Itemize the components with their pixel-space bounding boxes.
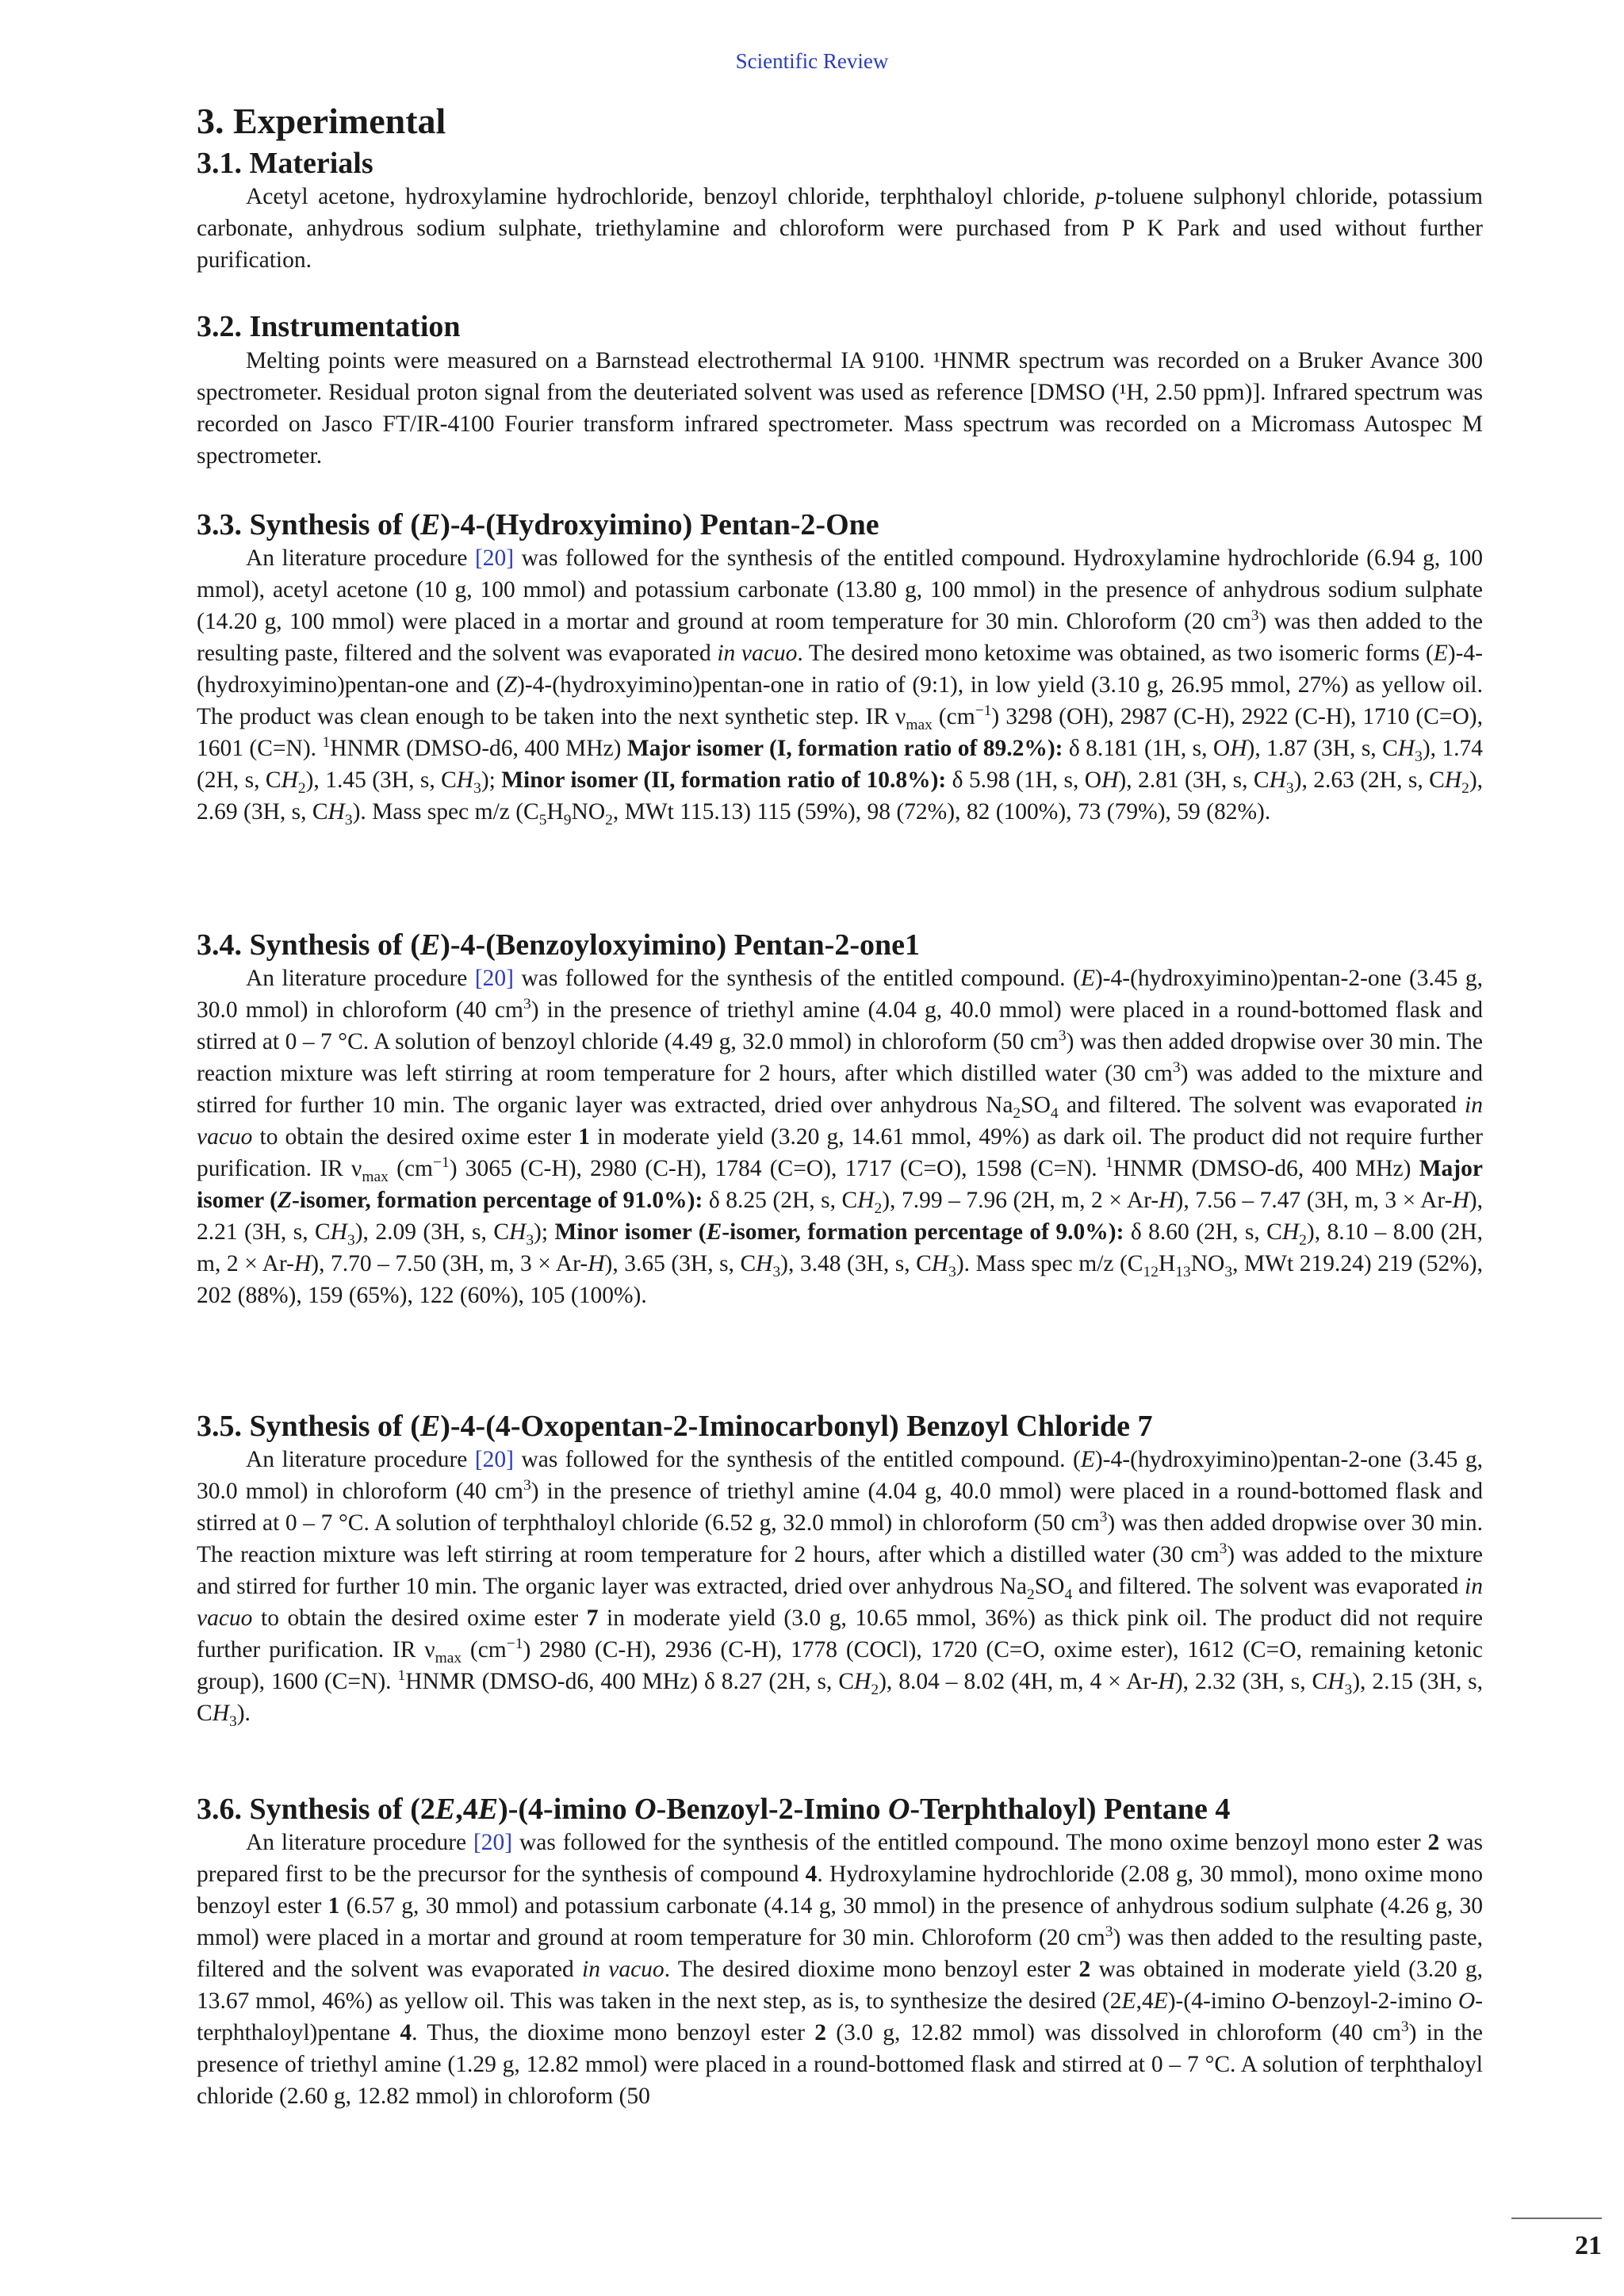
reference-link[interactable]: [20] (474, 1447, 514, 1472)
instrumentation-heading: 3.2. Instrumentation (197, 310, 461, 343)
synthesis-1-paragraph: An literature procedure [20] was followed for the synthesis of the entitled compound. Hydroxylamine hydrochloride (6.94 g, 100 mmol), acetyl acetone (10 g, 100 mmol) and potassium carbonate (13.80 g, 100 mmol) in the presence of anhydrous sodium sulphate (14.20 g, 100 mmol) were placed in a mortar and ground at room temperature for 30 min. Chloroform (20 $cm^3$) was then added to the resulting paste, filtered and the solvent was evaporated in vacuo. The desired mono ketoxime was obtained, as two isomeric forms (E)-4-(hydroxyimino)pentan-one and (Z)-4-(hydroxyimino)pentan-one in ratio of (9:1), in low yield (3.10 g, 26.95 mmol, 27%) as yellow oil. The product was clean enough to be taken into the next synthetic step. IR $\nu_{max}$ $(cm^{-1})$ 3298 (OH), 2987 (C-H), 2922 (C-H), 1710 (C=O), 1601 (C=N). $^1$HNMR (DMSO-d6, 400 MHz) Major isomer (I, formation ratio of 89.2%): δ 8.181 (1H, s, OH), 1.87 (3H, s, $CH_3$), 1.74 (2H, s, $CH_2$), 1.45 (3H, s, $CH_3$); Minor isomer (II, formation ratio of 10.8%): δ 5.98 (1H, s, OH), 2.81 (3H, s, $CH_3$), 2.63 (2H, s, $CH_2$), 2.69 (3H, s, $CH_3$). Mass spec m/z ($C_5H_9NO_2$, MWt 115.13) 115 (59%), 98 (72%), 82 (100%), 73 (79%), 59 (82%). (197, 545, 1484, 828)
synthesis-2-heading: 3.4. Synthesis of (E)-4-(Benzoyloxyimino) Pentan-2-one1 (197, 928, 920, 962)
section-title: 3. Experimental (197, 101, 446, 141)
synthesis-3-heading: 3.5. Synthesis of (E)-4-(4-Oxopentan-2-Iminocarbonyl) Benzoyl Chloride 7 (197, 1410, 1153, 1443)
synthesis-2-paragraph: An literature procedure [20] was followed for the synthesis of the entitled compound. (E)-4-(hydroxyimino)pentan-2-one (3.45 g, 30.0 mmol) in chloroform (40 $cm^3$) in the presence of triethyl amine (4.04 g, 40.0 mmol) were placed in a round-bottomed flask and stirred at 0 – 7 °C. A solution of benzoyl chloride (4.49 g, 32.0 mmol) in chloroform (50 $cm^3$) was then added dropwise over 30 min. The reaction mixture was left stirring at room temperature for 2 hours, after which distilled water (30 $cm^3$) was added to the mixture and stirred for further 10 min. The organic layer was extracted, dried over anhydrous $Na_2SO_4$ and filtered. The solvent was evaporated in vacuo to obtain the desired oxime ester 1 in moderate yield (3.20 g, 14.61 mmol, 49%) as dark oil. The product did not require further purification. IR $\nu_{max}$ $(cm^{-1})$ 3065 (C-H), 2980 (C-H), 1784 (C=O), 1717 (C=O), 1598 (C=N). $^1$HNMR (DMSO-d6, 400 MHz) Major isomer (Z-isomer, formation percentage of 91.0%): δ 8.25 (2H, s, $CH_2$), 7.99 – 7.96 (2H, m, 2 × Ar-H), 7.56 – 7.47 (3H, m, 3 × Ar-H), 2.21 (3H, s, $CH_3$), 2.09 (3H, s, $CH_3$); Minor isomer (E-isomer, formation percentage of 9.0%): δ 8.60 (2H, s, $CH_2$), 8.10 – 8.00 (2H, m, 2 × Ar-H), 7.70 – 7.50 (3H, m, 3 × Ar-H), 3.65 (3H, s, $CH_3$), 3.48 (3H, s, $CH_3$). Mass spec m/z ($C_{12}H_{13}NO_3$, MWt 219.24) 219 (52%), 202 (88%), 159 (65%), 122 (60%), 105 (100%). (197, 966, 1484, 1308)
reference-link[interactable]: [20] (473, 1830, 513, 1855)
synthesis-3-paragraph: An literature procedure [20] was followed for the synthesis of the entitled compound. (E)-4-(hydroxyimino)pentan-2-one (3.45 g, 30.0 mmol) in chloroform (40 $cm^3$) in the presence of triethyl amine (4.04 g, 40.0 mmol) were placed in a round-bottomed flask and stirred at 0 – 7 °C. A solution of terphthaloyl chloride (6.52 g, 32.0 mmol) in chloroform (50 $cm^3$) was then added dropwise over 30 min. The reaction mixture was left stirring at room temperature for 2 hours, after which a distilled water (30 $cm^3$) was added to the mixture and stirred for further 10 min. The organic layer was extracted, dried over anhydrous $Na_2SO_4$ and filtered. The solvent was evaporated in vacuo to obtain the desired oxime ester 7 in moderate yield (3.0 g, 10.65 mmol, 36%) as thick pink oil. The product did not require further purification. IR $\nu_{max}$ $(cm^{-1})$ 2980 (C-H), 2936 (C-H), 1778 (COCl), 1720 (C=O, oxime ester), 1612 (C=O, remaining ketonic group), 1600 (C=N). $^1$HNMR (DMSO-d6, 400 MHz) δ 8.27 (2H, s, $CH_2$), 8.04 – 8.02 (4H, m, 4 × Ar-H), 2.32 (3H, s, $CH_3$), 2.15 (3H, s, $CH_3$). (197, 1447, 1483, 1730)
running-head: Scientific Review (735, 49, 889, 73)
synthesis-1-heading: 3.3. Synthesis of (E)-4-(Hydroxyimino) Pentan-2-One (197, 508, 879, 541)
materials-heading: 3.1. Materials (197, 147, 373, 180)
materials-paragraph: Acetyl acetone, hydroxylamine hydrochloride, benzoyl chloride, terphthaloyl chloride, p-toluene sulphonyl chloride, potassium carbonate, anhydrous sodium sulphate, triethylamine and chloroform were purchased from P K Park and used without further purification. (197, 184, 1483, 273)
synthesis-4-paragraph: An literature procedure [20] was followed for the synthesis of the entitled compound. The mono oxime benzoyl mono ester 2 was prepared first to be the precursor for the synthesis of compound 4. Hydroxylamine hydrochloride (2.08 g, 30 mmol), mono oxime mono benzoyl ester 1 (6.57 g, 30 mmol) and potassium carbonate (4.14 g, 30 mmol) in the presence of anhydrous sodium sulphate (4.26 g, 30 mmol) were placed in a mortar and ground at room temperature for 30 min. Chloroform (20 $cm^3$) was then added to the resulting paste, filtered and the solvent was evaporated in vacuo. The desired dioxime mono benzoyl ester 2 was obtained in moderate yield (3.20 g, 13.67 mmol, 46%) as yellow oil. This was taken in the next step, as is, to synthesize the desired (2E,4E)-(4-imino O-benzoyl-2-imino O-terphthaloyl)pentane 4. Thus, the dioxime mono benzoyl ester 2 (3.0 g, 12.82 mmol) was dissolved in chloroform (40 $cm^3$) in the presence of triethyl amine (1.29 g, 12.82 mmol) were placed in a round-bottomed flask and stirred at 0 – 7 °C. A solution of terphthaloyl chloride (2.60 g, 12.82 mmol) in chloroform (50 (197, 1830, 1483, 2109)
reference-link[interactable]: [20] (474, 545, 515, 571)
synthesis-4-heading: 3.6. Synthesis of (2E,4E)-(4-imino O-Benzoyl-2-Imino O-Terphthaloyl) Pentane 4 (197, 1793, 1231, 1826)
reference-link[interactable]: [20] (474, 966, 514, 991)
instrumentation-paragraph: Melting points were measured on a Barnstead electrothermal IA 9100. ¹HNMR spectrum was recorded on a Bruker Avance 300 spectrometer. Residual proton signal from the deuteriated solvent was used as reference [DMSO (¹H, 2.50 ppm)]. Infrared spectrum was recorded on Jasco FT/IR-4100 Fourier transform infrared spectrometer. Mass spectrum was recorded on a Micromass Autospec M spectrometer. (197, 348, 1483, 469)
footer-rule (1511, 2218, 1602, 2219)
page-number: 21 (1575, 2231, 1602, 2260)
